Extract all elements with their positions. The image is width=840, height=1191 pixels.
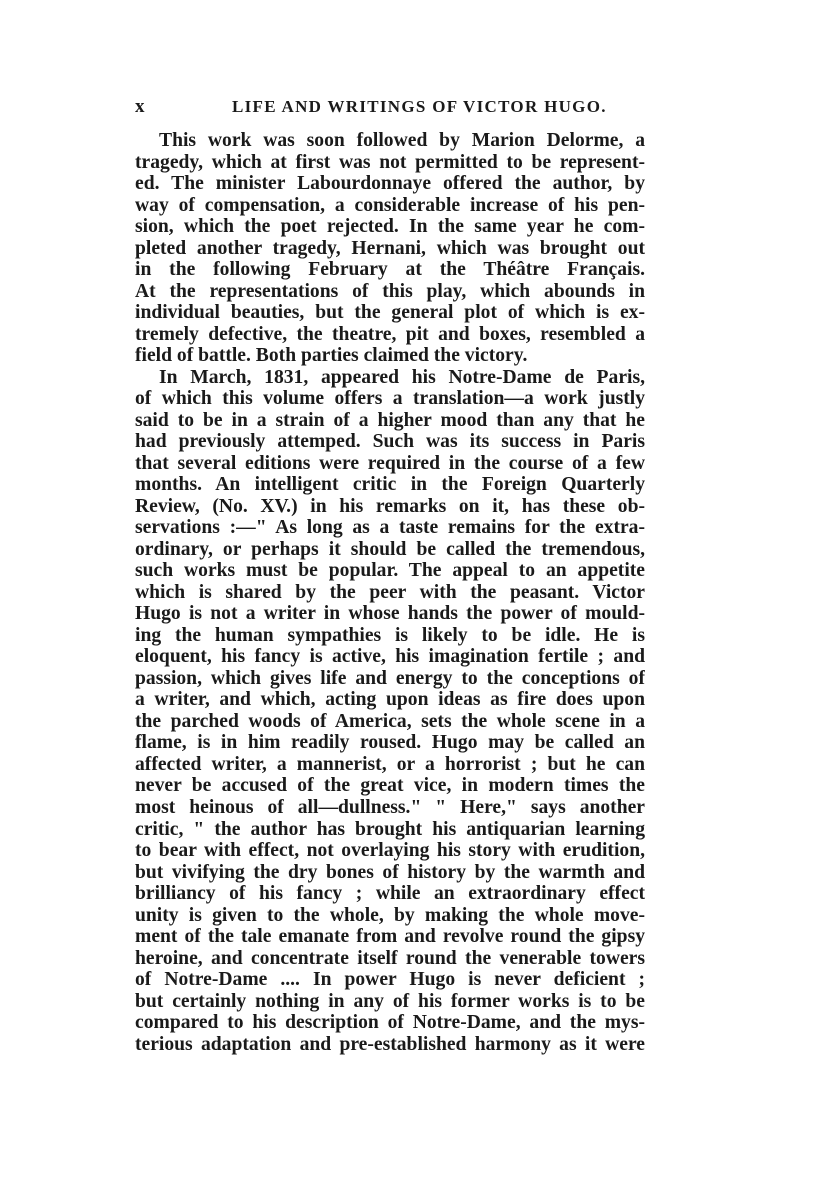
text-line: unity is given to the whole, by making the whole move- — [135, 904, 645, 926]
text-line: ed. The minister Labourdonnaye offered the author, by — [135, 173, 645, 195]
body-text — [135, 130, 645, 1055]
text-line: most heinous of all—dullness." " Here," says another — [135, 796, 645, 818]
text-line: passion, which gives life and energy to the conceptions of — [135, 667, 645, 689]
text-line: This work was soon followed by Marion Delorme, a — [159, 130, 645, 151]
text-line: in the following February at the Théâtre Français. — [135, 259, 645, 281]
text-line: of which this volume offers a translation—a work justly — [135, 388, 645, 410]
text-line: way of compensation, a considerable increase of his pen- — [135, 194, 645, 216]
page-header — [135, 96, 645, 120]
running-title: LIFE AND WRITINGS OF VICTOR HUGO. — [232, 97, 607, 116]
text-line: tremely defective, the theatre, pit and boxes, resembled a — [135, 323, 645, 345]
text-line: said to be in a strain of a higher mood than any that he — [135, 409, 645, 431]
text-line: pleted another tragedy, Hernani, which was brought out — [135, 237, 645, 259]
text-line: a writer, and which, acting upon ideas as fire does upon — [135, 689, 645, 711]
text-line: Review, (No. XV.) in his remarks on it, has these ob- — [135, 495, 645, 517]
text-line: tragedy, which at first was not permitted to be represent- — [135, 151, 645, 173]
text-line: eloquent, his fancy is active, his imagination fertile ; and — [135, 646, 645, 668]
text-line: of Notre-Dame .... In power Hugo is never deficient ; — [135, 969, 645, 991]
text-line: but vivifying the dry bones of history by the warmth and — [135, 861, 645, 883]
text-line: to bear with effect, not overlaying his story with erudition, — [135, 840, 645, 862]
text-line: such works must be popular. The appeal to an appetite — [135, 560, 645, 582]
text-line: had previously attemped. Such was its success in Paris — [135, 431, 645, 453]
text-line: affected writer, a mannerist, or a horrorist ; but he can — [135, 753, 645, 775]
text-line: the parched woods of America, sets the whole scene in a — [135, 710, 645, 732]
text-line: never be accused of the great vice, in modern times the — [135, 775, 645, 797]
text-line: ordinary, or perhaps it should be called the tremendous, — [135, 538, 645, 560]
text-line: terious adaptation and pre-established harmony as it were — [135, 1033, 645, 1055]
text-line: brilliancy of his fancy ; while an extraordinary effect — [135, 883, 645, 905]
text-line: Hugo is not a writer in whose hands the power of mould- — [135, 603, 645, 625]
text-line: but certainly nothing in any of his former works is to be — [135, 990, 645, 1012]
text-line: critic, " the author has brought his antiquarian learning — [135, 818, 645, 840]
text-line: which is shared by the peer with the peasant. Victor — [135, 581, 645, 603]
text-line: field of battle. Both parties claimed the victory. — [135, 345, 528, 367]
text-line: that several editions were required in the course of a few — [135, 452, 645, 474]
text-line: heroine, and concentrate itself round the venerable towers — [135, 947, 645, 969]
text-line: servations :—" As long as a taste remains for the extra- — [135, 517, 645, 539]
text-line: ing the human sympathies is likely to be idle. He is — [135, 624, 645, 646]
text-line: At the representations of this play, which abounds in — [135, 280, 645, 302]
text-line: months. An intelligent critic in the Foreign Quarterly — [135, 474, 645, 496]
text-line: In March, 1831, appeared his Notre-Dame de Paris, — [159, 366, 645, 388]
text-line: sion, which the poet rejected. In the same year he com- — [135, 216, 645, 238]
text-line: individual beauties, but the general plot of which is ex- — [135, 302, 645, 324]
text-line: ment of the tale emanate from and revolve round the gipsy — [135, 926, 645, 948]
text-line: flame, is in him readily roused. Hugo may be called an — [135, 732, 645, 754]
text-line: compared to his description of Notre-Dame, and the mys- — [135, 1012, 645, 1034]
page-number: x — [135, 96, 145, 117]
